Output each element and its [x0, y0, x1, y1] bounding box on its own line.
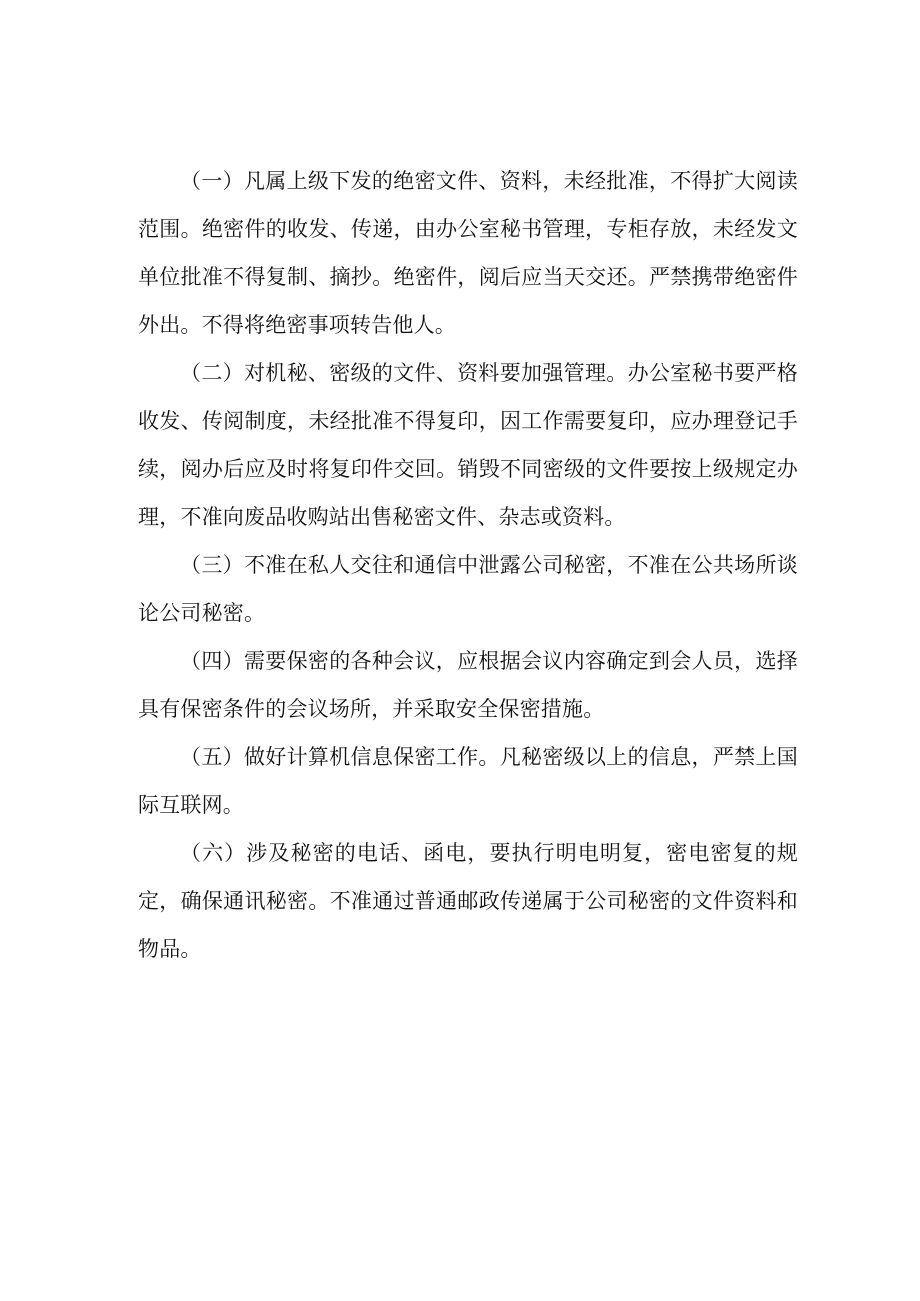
- paragraph-6: （六）涉及秘密的电话、函电，要执行明电明复，密电密复的规定，确保通讯秘密。不准通过普通邮政传递属于公司秘密的文件资料和物品。: [138, 841, 798, 961]
- paragraph-5: （五）做好计算机信息保密工作。凡秘密级以上的信息，严禁上国际互联网。: [138, 745, 798, 817]
- document-body: [138, 157, 798, 973]
- paragraph-3: （三）不准在私人交往和通信中泄露公司秘密，不准在公共场所谈论公司秘密。: [138, 553, 798, 625]
- paragraph-2: （二）对机秘、密级的文件、资料要加强管理。办公室秘书要严格收发、传阅制度，未经批准不得复印，因工作需要复印，应办理登记手续，阅办后应及时将复印件交回。销毁不同密级的文件要按上级规定办理，不准向废品收购站出售秘密文件、杂志或资料。: [138, 361, 798, 529]
- paragraph-1: （一）凡属上级下发的绝密文件、资料，未经批准，不得扩大阅读范围。绝密件的收发、传递，由办公室秘书管理，专柜存放，未经发文单位批准不得复制、摘抄。绝密件，阅后应当天交还。严禁携带绝密件外出。不得将绝密事项转告他人。: [138, 169, 798, 337]
- paragraph-4: （四）需要保密的各种会议，应根据会议内容确定到会人员，选择具有保密条件的会议场所，并采取安全保密措施。: [138, 649, 798, 721]
